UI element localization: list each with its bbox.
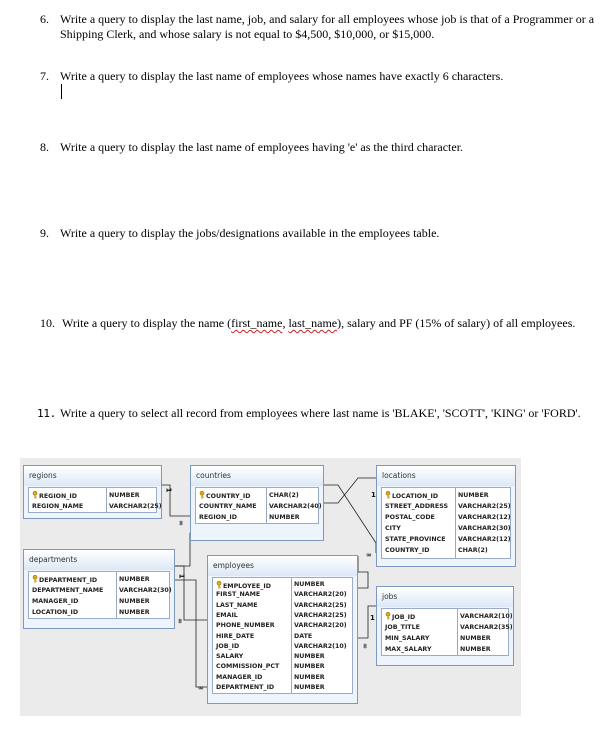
- column-list: [195, 487, 322, 524]
- column-name: MANAGER_ID: [216, 673, 263, 681]
- column-type: NUMBER: [119, 609, 150, 616]
- column-row: [213, 652, 352, 662]
- column-row: [213, 662, 352, 672]
- spelling-flagged-word: first_name: [231, 316, 283, 330]
- key-icon: [385, 612, 391, 619]
- column-type: VARCHAR2(25): [294, 611, 347, 619]
- column-type: NUMBER: [294, 653, 325, 661]
- column-list: [381, 608, 513, 656]
- column-list: [212, 577, 353, 694]
- column-name-cell: [216, 662, 279, 672]
- column-row: [196, 501, 322, 512]
- column-name: COUNTRY_NAME: [199, 503, 257, 510]
- column-name: JOB_TITLE: [385, 624, 420, 631]
- column-type: VARCHAR2(20): [294, 591, 347, 599]
- column-name-cell: [216, 601, 258, 611]
- column-name: CITY: [385, 525, 401, 532]
- column-name: REGION_NAME: [32, 503, 84, 510]
- column-name-cell: [385, 501, 448, 512]
- column-name-cell: [385, 633, 429, 644]
- column-row: [382, 644, 508, 655]
- key-icon: [385, 491, 391, 498]
- cardinality-many: ∞: [175, 618, 184, 624]
- cardinality-many: ∞: [176, 520, 185, 526]
- column-name: EMAIL: [216, 611, 238, 619]
- column-type: VARCHAR2(30): [458, 525, 511, 532]
- column-type: VARCHAR2(30): [119, 587, 172, 594]
- column-name-cell: [385, 534, 446, 545]
- relationship-line: [358, 556, 368, 588]
- column-name-cell: [199, 512, 237, 523]
- column-row: [213, 621, 352, 631]
- text-segment: Write a query to display the name (: [62, 316, 232, 330]
- column-name: COUNTRY_ID: [385, 547, 430, 554]
- column-type: VARCHAR2(25): [294, 601, 347, 609]
- column-name: SALARY: [216, 653, 244, 661]
- cardinality-many: ∞: [198, 684, 204, 692]
- column-type: CHAR(2): [269, 492, 299, 499]
- question-number: 11.: [37, 407, 56, 420]
- question-number: 8.: [40, 140, 49, 154]
- question-text: Write a query to display the jobs/designations available in the employees table.: [60, 226, 440, 240]
- column-name-cell: [216, 652, 243, 662]
- table-employees: [207, 555, 358, 704]
- column-name: COUNTRY_ID: [206, 493, 251, 500]
- column-name: JOB_ID: [216, 642, 240, 650]
- table-jobs: [376, 586, 514, 666]
- column-name-cell: [216, 611, 238, 621]
- column-type: VARCHAR2(12): [458, 514, 511, 521]
- key-icon: [199, 491, 205, 498]
- column-name-cell: [32, 585, 103, 596]
- relationship-line: [175, 580, 207, 687]
- column-type: VARCHAR2(40): [269, 503, 322, 510]
- column-name-cell: [199, 501, 257, 512]
- question-number: 10.: [40, 316, 55, 330]
- column-name: PHONE_NUMBER: [216, 622, 275, 630]
- column-type: VARCHAR2(25): [109, 503, 162, 510]
- column-row: [213, 601, 352, 611]
- column-list: [28, 571, 170, 619]
- relationship-line: [324, 478, 376, 503]
- column-name: REGION_ID: [199, 514, 238, 521]
- column-type: NUMBER: [294, 581, 325, 588]
- column-type: VARCHAR2(10): [460, 613, 513, 620]
- question-text: Write a query to display the last name, job, and salary for all employees whose job is that of a Programmer or a Shipping Clerk, and whose salary is not equal to $4,500, $10,000, or $15,000.: [60, 12, 595, 41]
- column-name: DEPARTMENT_NAME: [32, 587, 104, 594]
- column-row: [213, 632, 352, 642]
- text-cursor: [61, 84, 62, 99]
- key-icon: [32, 575, 38, 582]
- column-type: DATE: [294, 632, 313, 640]
- column-type: NUMBER: [458, 492, 489, 499]
- column-type: VARCHAR2(10): [294, 642, 347, 650]
- er-diagram: [20, 458, 521, 716]
- column-row: [382, 545, 510, 556]
- column-type: VARCHAR2(20): [294, 622, 347, 630]
- column-row: [213, 683, 352, 693]
- column-type: NUMBER: [460, 646, 491, 653]
- text-segment: ), salary and PF (15% of salary) of all employees.: [337, 316, 576, 330]
- table-name: jobs: [377, 587, 513, 607]
- column-type: VARCHAR2(25): [458, 503, 511, 510]
- column-row: [196, 512, 318, 523]
- question-number: 6.: [40, 12, 49, 26]
- column-name-cell: [32, 607, 78, 618]
- column-row: [29, 596, 169, 607]
- cardinality-one: 1: [164, 487, 173, 493]
- column-type: NUMBER: [294, 663, 325, 671]
- column-type: CHAR(2): [458, 547, 488, 554]
- relationship-line: [324, 485, 376, 553]
- key-icon: [32, 491, 38, 498]
- column-row: [29, 490, 156, 501]
- column-name-cell: [216, 632, 254, 642]
- column-name-cell: [385, 512, 435, 523]
- table-regions: [23, 465, 162, 519]
- column-type: NUMBER: [294, 684, 325, 691]
- column-name: STATE_PROVINCE: [385, 536, 446, 543]
- table-name: employees: [208, 556, 357, 576]
- question-text: Write a query to display the last name of employees whose names have exactly 6 characters.: [60, 69, 504, 83]
- column-name: MAX_SALARY: [385, 646, 432, 653]
- column-name-cell: [216, 683, 274, 693]
- question-text: [62, 316, 602, 331]
- column-type: NUMBER: [119, 598, 150, 605]
- column-name-cell: [385, 622, 420, 633]
- table-name: regions: [24, 466, 161, 486]
- column-type: NUMBER: [119, 576, 150, 583]
- column-row: [29, 585, 172, 596]
- table-countries: [190, 465, 324, 541]
- column-name-cell: [385, 644, 432, 655]
- column-name-cell: [216, 673, 262, 683]
- column-name-cell: [32, 596, 78, 607]
- cardinality-one: 1: [177, 573, 186, 579]
- table-name: departments: [24, 550, 174, 570]
- column-row: [29, 501, 162, 512]
- relationship-line: [358, 606, 376, 638]
- column-list: [28, 487, 162, 513]
- column-name: EMPLOYEE_ID: [223, 583, 271, 590]
- column-type: VARCHAR2(35): [460, 624, 513, 631]
- column-list: [381, 487, 511, 559]
- column-name: MIN_SALARY: [385, 635, 430, 642]
- column-name-cell: [32, 501, 83, 512]
- question-text: Write a query to display the last name of employees having 'e' as the third character.: [60, 140, 464, 154]
- column-type: NUMBER: [269, 514, 300, 521]
- column-row: [382, 523, 510, 534]
- column-row: [382, 622, 513, 633]
- column-row: [213, 590, 352, 600]
- column-name: LOCATION_ID: [32, 609, 79, 616]
- column-type: NUMBER: [294, 673, 325, 681]
- column-row: [213, 642, 352, 652]
- column-name-cell: [216, 642, 239, 652]
- column-name: LAST_NAME: [216, 601, 258, 609]
- column-row: [382, 501, 510, 512]
- cardinality-one: 1: [371, 491, 376, 499]
- cardinality-many: ∞: [360, 643, 369, 649]
- column-name-cell: [385, 523, 401, 534]
- column-name-cell: [216, 621, 275, 631]
- column-row: [196, 490, 318, 501]
- table-name: countries: [191, 466, 323, 486]
- column-name: LOCATION_ID: [392, 493, 439, 500]
- column-row: [382, 534, 510, 545]
- column-row: [213, 580, 352, 590]
- column-name: FIRST_NAME: [216, 591, 261, 599]
- column-type: VARCHAR2(12): [458, 536, 511, 543]
- column-name: MANAGER_ID: [32, 598, 79, 605]
- column-row: [382, 490, 510, 501]
- table-name: locations: [377, 466, 515, 486]
- column-name: STREET_ADDRESS: [385, 503, 448, 510]
- table-departments: [23, 549, 175, 629]
- column-name: REGION_ID: [39, 493, 78, 500]
- question-text: Write a query to select all record from employees where last name is 'BLAKE', 'SCOTT', 'KING' or 'FORD'.: [60, 406, 581, 420]
- column-row: [382, 633, 508, 644]
- column-row: [382, 611, 513, 622]
- column-type: NUMBER: [460, 635, 491, 642]
- column-name-cell: [385, 545, 429, 556]
- column-name: POSTAL_CODE: [385, 514, 435, 521]
- key-icon: [216, 581, 222, 588]
- column-name: HIRE_DATE: [216, 632, 255, 640]
- question-number: 7.: [40, 69, 49, 83]
- column-row: [213, 673, 352, 683]
- column-row: [382, 512, 510, 523]
- cardinality-many: ∞: [366, 551, 372, 559]
- column-name: JOB_ID: [392, 614, 416, 621]
- column-row: [213, 611, 352, 621]
- question-number: 9.: [40, 226, 49, 240]
- column-row: [29, 574, 169, 585]
- column-type: NUMBER: [109, 492, 140, 499]
- spelling-flagged-word: last_name: [288, 316, 338, 330]
- text-segment: ,: [282, 316, 289, 330]
- column-row: [29, 607, 169, 618]
- cardinality-one: 1: [370, 614, 375, 622]
- column-name-cell: [216, 590, 260, 600]
- column-name: DEPARTMENT_ID: [39, 577, 98, 584]
- column-name: DEPARTMENT_ID: [216, 684, 275, 691]
- table-locations: [376, 465, 516, 567]
- column-name: COMMISSION_PCT: [216, 663, 280, 671]
